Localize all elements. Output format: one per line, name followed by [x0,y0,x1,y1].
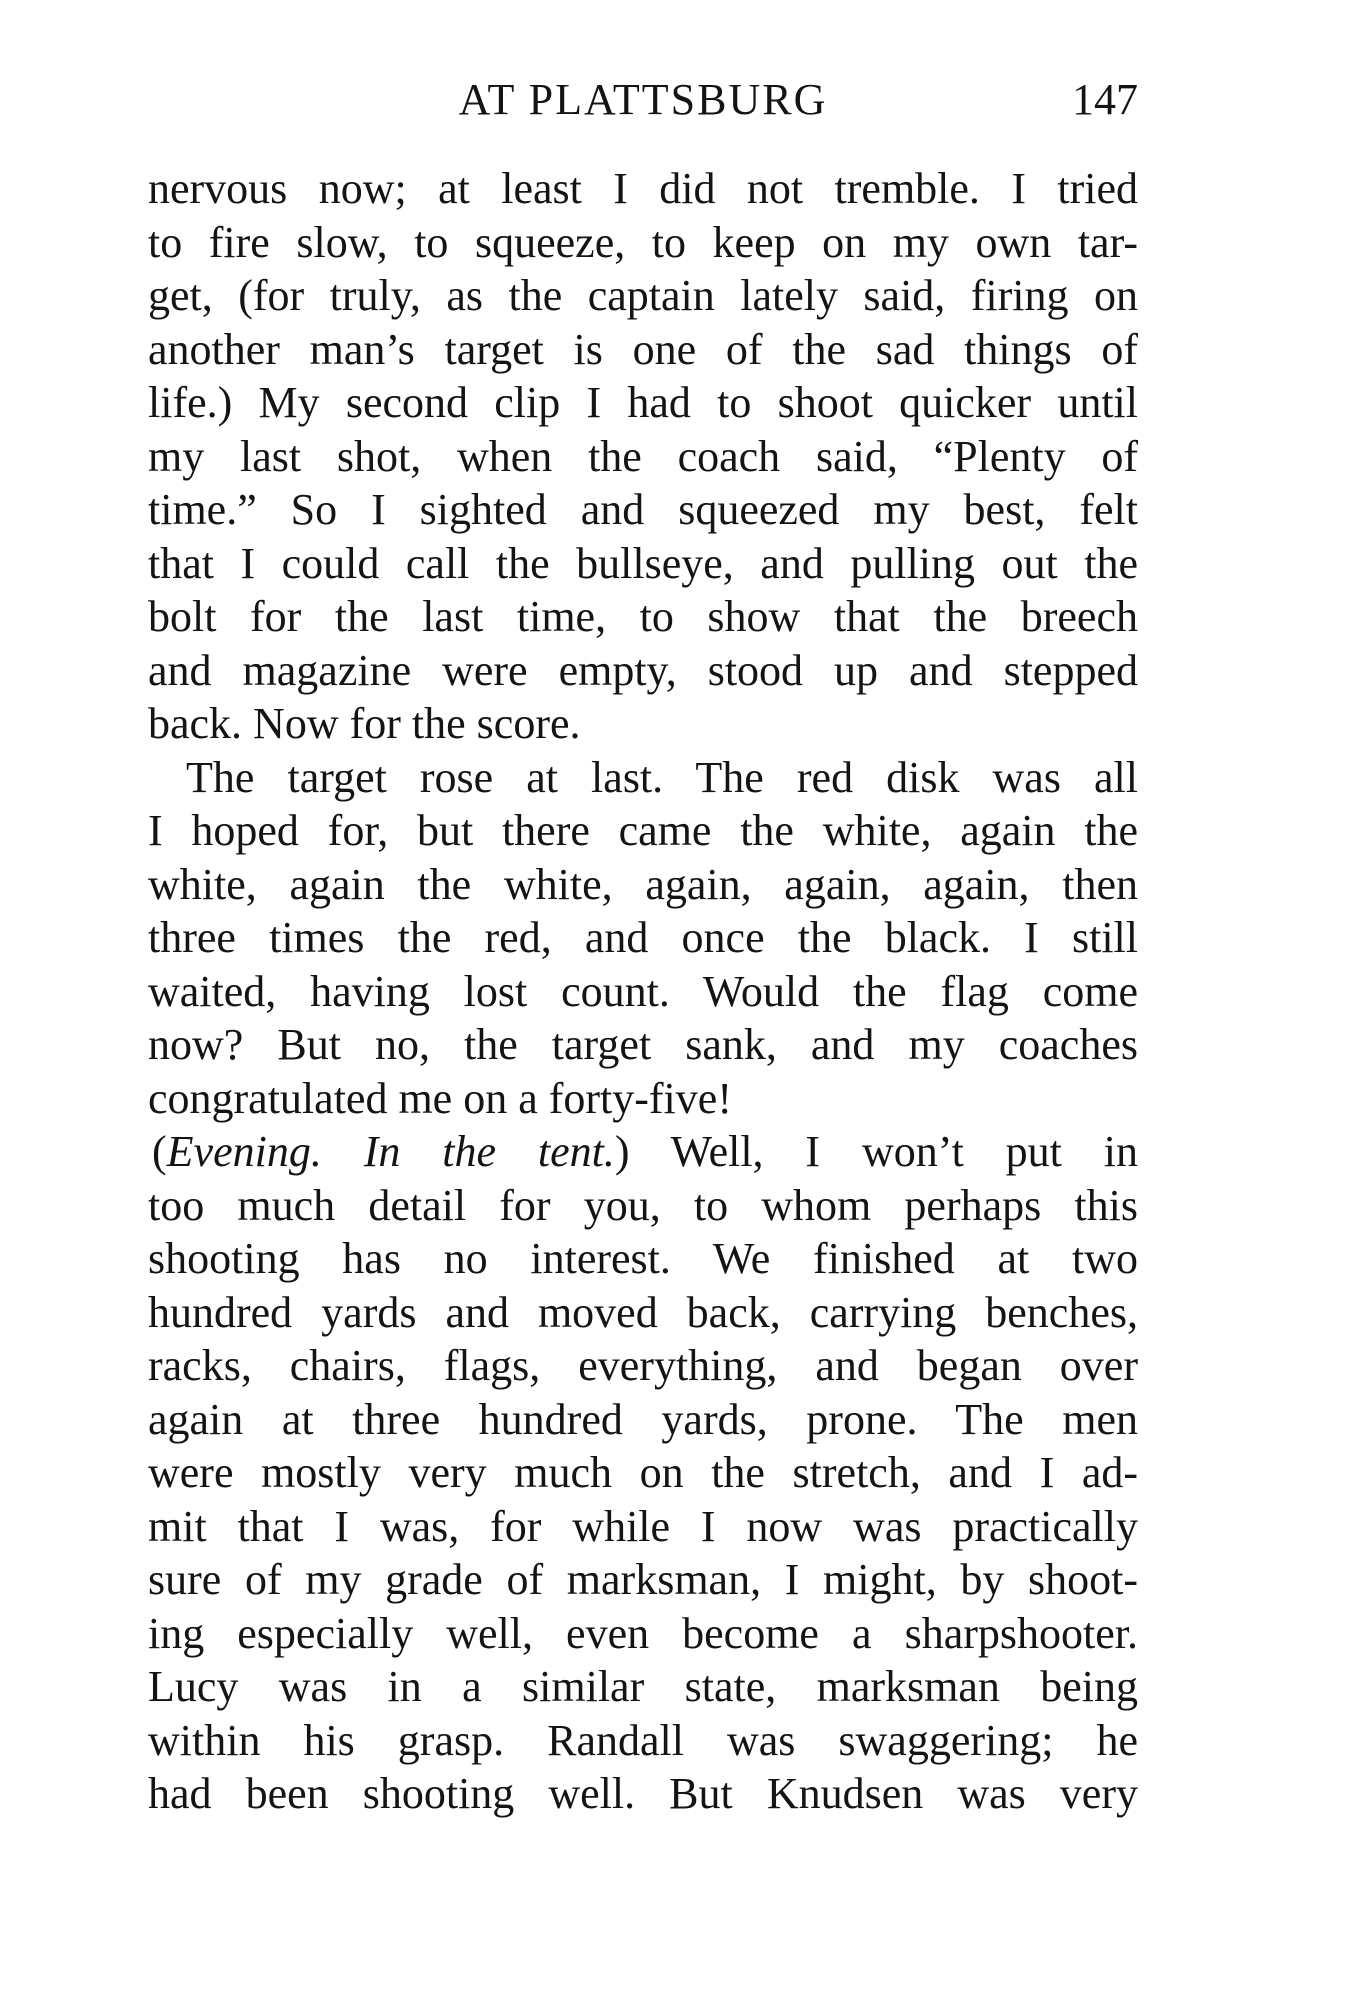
text-line: Lucy was in a similar state, marksman being [148,1662,1138,1711]
text-line: get, (for truly, as the captain lately said, firing on [148,271,1138,320]
text-line-paragraph-end: back. Now for the score. [148,699,581,748]
italic-in-the-tent: In the tent. [363,1127,615,1176]
text-line-paragraph-start [148,1125,1138,1179]
text-line: within his grasp. Randall was swaggering; he [148,1715,1138,1765]
text-line: shooting has no interest. We finished at two [148,1234,1138,1283]
text-line: my last shot, when the coach said, “Plenty of [148,431,1138,481]
text-line: and magazine were empty, stood up and stepped [148,645,1138,695]
text-line: time.” So I sighted and squeezed my best, felt [148,485,1138,534]
text-line: now? But no, the target sank, and my coaches [148,1020,1138,1069]
running-head [148,70,1138,130]
text-line: another man’s target is one of the sad things of [148,324,1138,374]
text-line: waited, having lost count. Would the flag come [148,966,1138,1016]
text-line-paragraph-start: The target rose at last. The red disk was all [186,752,1138,802]
text-line: nervous now; at least I did not tremble. I tried [148,164,1138,213]
text-line: too much detail for you, to whom perhaps this [148,1180,1138,1230]
running-title: AT PLATTSBURG [458,75,828,124]
text-line: ing especially well, even become a sharpshooter. [148,1608,1138,1658]
text-line: sure of my grade of marksman, I might, by shoot- [148,1555,1138,1604]
italic-evening: Evening. [166,1127,322,1176]
evening-line-rest: ) Well, I won’t put in [614,1127,1138,1176]
page-number: 147 [1072,75,1138,124]
text-line: had been shooting well. But Knudsen was very [148,1769,1138,1818]
body-text [148,162,1138,1821]
open-paren: ( [152,1127,167,1176]
text-line: were mostly very much on the stretch, and I ad- [148,1448,1138,1497]
text-line: to fire slow, to squeeze, to keep on my own tar- [148,217,1138,267]
text-line-paragraph-end: congratulated me on a forty-five! [148,1073,732,1123]
text-line: again at three hundred yards, prone. The men [148,1394,1138,1444]
text-line: white, again the white, again, again, again, then [148,859,1138,909]
text-line: hundred yards and moved back, carrying benches, [148,1287,1138,1337]
text-line: life.) My second clip I had to shoot quicker until [148,378,1138,427]
text-line: racks, chairs, flags, everything, and began over [148,1341,1138,1390]
text-line: that I could call the bullseye, and pulling out the [148,538,1138,588]
text-line: bolt for the last time, to show that the breech [148,592,1138,641]
text-line: mit that I was, for while I now was practically [148,1501,1138,1551]
text-line: three times the red, and once the black. I still [148,913,1138,962]
text-line: I hoped for, but there came the white, again the [148,806,1138,855]
